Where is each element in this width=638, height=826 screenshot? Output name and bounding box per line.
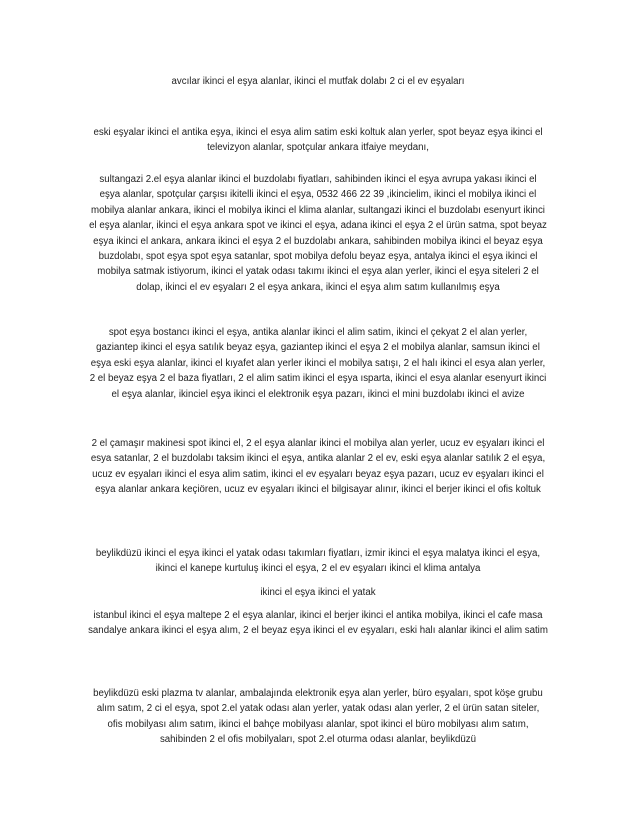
- text-paragraph: spot eşya bostancı ikinci el eşya, antika alanlar ikinci el alim satim, ikinci el çekyat 2 el alan yerler, gaziantep ikinci el eşya satılık beyaz eşya, gaziantep ikinci el eşya 2 el mobilya alanlar, samsun ikinci el eşya eski eşya alanlar, ikinci el kıyafet alan yerler ikinci el mobilya satışı, 2 el halı ikinci el esya alan yerler, 2 el beyaz eşya 2 el baza fiyatları, 2 el alim satim ikinci el eşya ısparta, ikinci el esya alanlar esenyurt ikinci el eşya alanlar, ikinciel eşya ikinci el elektronik eşya pazarı, ikinci el mini buzdolabı ikinci el avize: [89, 327, 547, 400]
- text-paragraph: eski eşyalar ikinci el antika eşya, ikinci el esya alim satim eski koltuk alan yerler, spot beyaz eşya ikinci el televizyon alanlar, spotçular ankara itfaiye meydanı,: [93, 127, 543, 154]
- text-paragraph: 2 el çamaşır makinesi spot ikinci el, 2 el eşya alanlar ikinci el mobilya alan yerler, ucuz ev eşyaları ikinci el esya satanlar, 2 el buzdolabı taksim ikinci el eşya, antika alanlar 2 el ev, eski eşya alanlar satılık 2 el eşya, ucuz ev eşyaları ikinci el esya alim satim, ikinci el ev eşyaları beyaz eşya pazarı, ucuz ev eşyaları ikinci el eşya alanlar ankara keçiören, ucuz ev eşyaları ikinci el bilgisayar alınır, ikinci el berjer ikinci el ofis koltuk: [90, 438, 546, 496]
- text-paragraph: beylikdüzü ikinci el eşya ikinci el yatak odası takımları fiyatları, izmir ikinci el eşya malatya ikinci el eşya, ikinci el kanepe kurtuluş ikinci el eşya, 2 el ev eşyaları ikinci el klima antalya: [95, 548, 541, 575]
- heading-paragraph: avcılar ikinci el eşya alanlar, ikinci el mutfak dolabı 2 ci el ev eşyaları: [171, 76, 465, 87]
- text-paragraph: beylikdüzü eski plazma tv alanlar, ambalajında elektronik eşya alan yerler, büro eşyaları, spot köşe grubu alım satım, 2 ci el eşya, spot 2.el yatak odası alan yerler, yatak odası alan yerler, 2 el ürün satan siteler, ofis mobilyası alım satım, ikinci el bahçe mobilyası alanlar, spot ikinci el büro mobilyası alım satım, sahibinden 2 el ofis mobilyaları, spot 2.el oturma odası alanlar, beylikdüzü: [93, 688, 543, 746]
- text-paragraph: istanbul ikinci el eşya maltepe 2 el eşya alanlar, ikinci el berjer ikinci el antika mobilya, ikinci el cafe masa sandalye ankara ikinci el eşya alım, 2 el beyaz eşya ikinci el ev eşyaları, eski halı alanlar ikinci el alim satim: [88, 610, 548, 637]
- text-paragraph: sultangazi 2.el eşya alanlar ikinci el buzdolabı fiyatları, sahibinden ikinci el eşya avrupa yakası ikinci el eşya alanlar, spotçular çarşısı ikitelli ikinci el eşya, 0532 466 22 39 ,ikincielim, ikinci el mobilya ikinci el mobilya alanlar ankara, ikinci el mobilya ikinci el klima alanlar, sultangazi ikinci el buzdolabı esenyurt ikinci el eşya alanlar, ikinci el eşya ankara spot ve ikinci el eşya, adana ikinci el eşya 2 el ürün satma, spot beyaz eşya ikinci el ankara, ankara ikinci el eşya 2 el buzdolabı ankara, sahibinden mobilya ikinci el beyaz eşya buzdolabı, spot eşya spot eşya satanlar, spot mobilya defolu beyaz eşya, antalya ikinci el eşya ikinci el mobilya satmak istiyorum, ikinci el yatak odası takımı ikinci el eşya alan yerler, ikinci el eşya siteleri 2 el dolap, ikinci el ev eşyaları 2 el eşya ankara, ikinci el eşya alım satım kullanılmış eşya: [89, 174, 547, 293]
- text-paragraph: ikinci el eşya ikinci el yatak: [260, 587, 376, 598]
